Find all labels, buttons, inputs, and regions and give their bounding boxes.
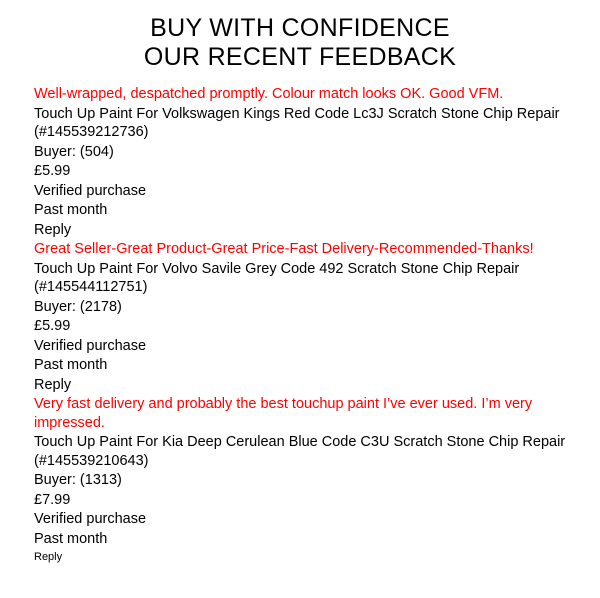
feedback-verified-purchase: Verified purchase [34, 511, 147, 527]
page-title-line-1: BUY WITH CONFIDENCE [150, 14, 450, 42]
feedback-buyer: Buyer: (2178) [34, 298, 122, 315]
feedback-price: £5.99 [34, 163, 71, 179]
feedback-comment: Well-wrapped, despatched promptly. Colour match looks OK. Good VFM. [34, 86, 504, 102]
feedback-item-title[interactable]: Touch Up Paint For Volkswagen Kings Red Code Lc3J Scratch Stone Chip Repair (#145539212736) [34, 105, 560, 140]
page-title [34, 14, 566, 72]
feedback-reply-button[interactable]: Reply [34, 221, 72, 238]
feedback-comment: Great Seller-Great Product-Great Price-Fast Delivery-Recommended-Thanks! [34, 241, 534, 257]
feedback-item [34, 395, 566, 565]
feedback-reply-button[interactable]: Reply [34, 376, 72, 393]
feedback-item-title[interactable]: Touch Up Paint For Kia Deep Cerulean Blue Code C3U Scratch Stone Chip Repair (#145539210643) [34, 434, 566, 469]
feedback-verified-purchase: Verified purchase [34, 337, 147, 354]
feedback-item-title[interactable]: Touch Up Paint For Volvo Savile Grey Code 492 Scratch Stone Chip Repair (#145544112751) [34, 260, 520, 295]
feedback-item [34, 85, 566, 239]
feedback-buyer: Buyer: (504) [34, 143, 114, 160]
feedback-date: Past month [34, 357, 108, 373]
feedback-verified-purchase: Verified purchase [34, 182, 147, 199]
feedback-date: Past month [34, 202, 108, 218]
page-title-line-2: OUR RECENT FEEDBACK [143, 43, 457, 71]
feedback-comment: Very fast delivery and probably the best touchup paint I’ve ever used. I’m very impressed. [34, 396, 533, 431]
feedback-price: £5.99 [34, 318, 71, 334]
feedback-buyer: Buyer: (1313) [34, 472, 122, 488]
feedback-list [34, 85, 566, 565]
feedback-reply-button[interactable]: Reply [34, 551, 63, 563]
feedback-date: Past month [34, 530, 108, 547]
feedback-item [34, 240, 566, 394]
feedback-price: £7.99 [34, 491, 71, 508]
